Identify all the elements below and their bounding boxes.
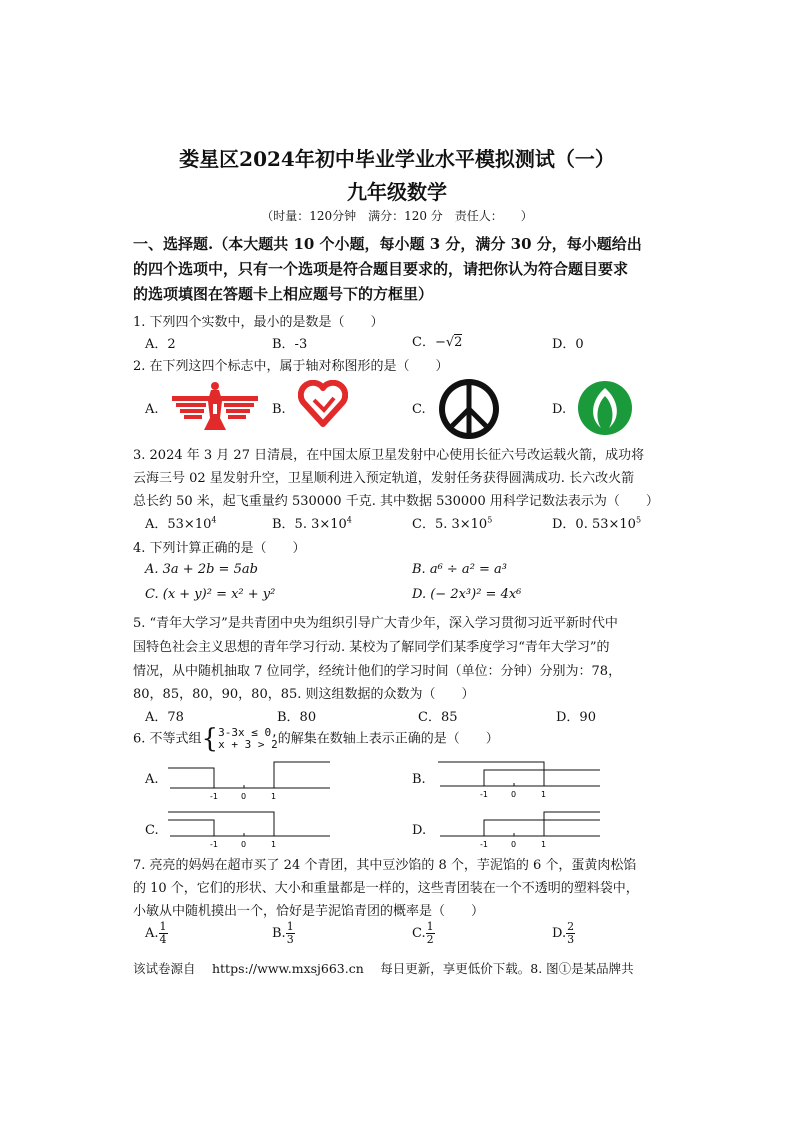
heart-hand-logo-icon <box>298 380 348 428</box>
q1-option-b: B．-3 <box>272 337 308 352</box>
numerator: 1 <box>159 920 167 933</box>
inequality-1: 3-3x ≤ 0, <box>218 726 278 739</box>
tick-label-1: 1 <box>271 792 277 800</box>
q4-option-a: A. 3a + 2b = 5ab <box>145 562 258 577</box>
denominator: 4 <box>159 933 167 946</box>
q6-suffix: 的解集在数轴上表示正确的是（ ） <box>277 731 499 747</box>
numerator: 2 <box>567 920 575 933</box>
q7-line2: 的 10 个，它们的形状、大小和重量都是一样的，这些青团装在一个不透明的塑料袋中， <box>133 881 639 896</box>
section-heading-line2: 的四个选项中，只有一个选项是符合题目要求的，请把你认为符合题目要求 <box>133 260 629 278</box>
q3-option-d-base: D．0. 53×10 <box>552 517 636 532</box>
q2-option-a: A. <box>145 402 159 417</box>
q5-option-a: A．78 <box>145 710 184 725</box>
inequality-system <box>201 724 278 754</box>
tick-label-1: 1 <box>271 840 277 849</box>
number-line-c <box>168 808 333 850</box>
inequality-2-left: x + 3 <box>218 738 252 751</box>
tick-label-0: 0 <box>511 790 517 799</box>
eagle-logo-icon <box>170 380 260 434</box>
q3-option-c <box>412 513 492 532</box>
q7-option-b <box>272 921 295 946</box>
q5-option-b: B．80 <box>277 710 317 725</box>
q7-option-b-label: B. <box>272 926 286 941</box>
q6-option-c: C. <box>145 823 159 838</box>
section-heading-line1: 一、选择题.（本大题共 10 个小题，每小题 3 分，满分 30 分，每小题给出 <box>133 235 642 253</box>
fraction <box>286 921 295 946</box>
q7-option-a <box>145 921 168 946</box>
q7-option-c <box>412 921 435 946</box>
q3-option-d <box>552 513 641 532</box>
q3-line3: 总长约 50 米，起飞重量约 530000 千克. 其中数据 530000 用科学记数法表示为（ ） <box>133 494 659 509</box>
numerator: 1 <box>426 920 434 933</box>
q1-option-c-radicand: 2 <box>454 335 463 350</box>
q3-line1: 3. 2024 年 3 月 27 日清晨，在中国太原卫星发射中心使用长征六号改运载火箭，成功将 <box>133 448 645 463</box>
q4-option-d: D. (− 2x³)² = 4x⁶ <box>412 587 522 602</box>
q3-option-b <box>272 513 352 532</box>
q7-option-d <box>552 921 575 946</box>
q6-prefix: 6. 不等式组 <box>133 731 202 747</box>
q5-line4: 80，85，80，90，80，85. 则这组数据的众数为（ ） <box>133 687 475 702</box>
q7-line3: 小敏从中随机摸出一个，恰好是芋泥馅青团的概率是（ ） <box>133 904 485 919</box>
brace-icon: { <box>201 724 219 754</box>
q1-option-c-prefix: C．− <box>412 335 446 350</box>
q3-option-a-exp: 4 <box>211 515 217 525</box>
tick-label-m1: -1 <box>210 792 218 800</box>
tick-label-m1: -1 <box>480 840 488 849</box>
q6-option-b: B. <box>412 772 426 787</box>
q5-option-c: C．85 <box>418 710 458 725</box>
q4-stem: 4. 下列计算正确的是（ ） <box>133 541 306 556</box>
q7-line1: 7. 亮亮的妈妈在超市买了 24 个青团，其中豆沙馅的 8 个，芋泥馅的 6 个，蛋黄肉松馅 <box>133 858 637 873</box>
tick-label-0: 0 <box>241 840 247 849</box>
denominator: 2 <box>426 933 434 946</box>
number-line-d <box>438 808 603 850</box>
footer-source-text: 该试卷源自 https://www.mxsj663.cn 每日更新，享更低价下载。8. 图①是某品牌共 <box>133 961 634 976</box>
q5-line1: 5. “青年大学习”是共青团中央为组织引导广大青少年，深入学习贯彻习近平新时代中 <box>133 616 618 631</box>
q4-option-c: C. (x + y)² = x² + y² <box>145 587 276 602</box>
q5-option-d: D．90 <box>556 710 596 725</box>
q1-option-a: A．2 <box>145 337 176 352</box>
denominator: 3 <box>567 933 575 946</box>
q3-option-a <box>145 513 216 532</box>
q2-option-b: B. <box>272 402 286 417</box>
page-subtitle: 九年级数学 <box>347 180 447 204</box>
green-leaf-logo-icon <box>577 380 633 436</box>
inequality-2-den: 2 <box>271 738 278 751</box>
q1-option-d: D．0 <box>552 337 584 352</box>
q7-option-a-label: A. <box>145 926 159 941</box>
fraction <box>426 921 435 946</box>
q6-option-d: D. <box>412 823 427 838</box>
numerator: 1 <box>286 920 294 933</box>
page-title: 娄星区2024年初中毕业学业水平模拟测试（一） <box>179 147 615 171</box>
q3-option-d-exp: 5 <box>635 515 642 525</box>
tick-label-0: 0 <box>511 840 517 849</box>
tick-label-1: 1 <box>541 840 547 849</box>
q2-stem: 2. 在下列这四个标志中，属于轴对称图形的是（ ） <box>133 359 449 374</box>
section-heading-line3: 的选项填图在答题卡上相应题号下的方框里） <box>133 285 434 303</box>
tick-label-0: 0 <box>241 792 247 800</box>
q2-option-c: C. <box>412 402 426 417</box>
number-line-b <box>438 758 603 800</box>
q1-stem: 1. 下列四个实数中，最小的是数是（ ） <box>133 315 384 330</box>
q6-stem <box>133 724 499 754</box>
q7-option-d-label: D. <box>552 926 567 941</box>
number-line-a <box>168 760 333 800</box>
q5-line2: 国特色社会主义思想的青年学习行动. 某校为了解同学们某季度学习“青年大学习”的 <box>133 640 610 655</box>
fraction <box>566 921 575 946</box>
q2-option-d: D. <box>552 402 567 417</box>
q3-line2: 云海三号 02 星发射升空，卫星顺利进入预定轨道，发射任务获得圆满成功. 长六改火箭 <box>133 471 635 486</box>
q3-option-c-base: C．5. 3×10 <box>412 517 488 532</box>
denominator: 3 <box>286 933 294 946</box>
q3-option-b-base: B．5. 3×10 <box>272 517 347 532</box>
q1-option-c <box>412 331 462 350</box>
q3-option-c-exp: 5 <box>487 515 493 525</box>
inequality-2 <box>218 739 278 751</box>
q3-option-b-exp: 4 <box>346 515 352 525</box>
q6-option-a: A. <box>145 772 159 787</box>
peace-sign-icon <box>438 378 500 440</box>
exam-meta: （时量：120分钟 满分：120 分 责任人： ） <box>261 209 533 223</box>
q4-option-b: B. a⁶ ÷ a² = a³ <box>412 562 508 577</box>
tick-label-m1: -1 <box>480 790 488 799</box>
fraction <box>159 921 168 946</box>
q3-option-a-base: A．53×10 <box>145 517 212 532</box>
tick-label-m1: -1 <box>210 840 218 849</box>
tick-label-1: 1 <box>541 790 547 799</box>
inequality-2-rel: > <box>257 738 272 751</box>
q7-option-c-label: C. <box>412 926 426 941</box>
q5-line3: 情况，从中随机抽取 7 位同学，经统计他们的学习时间（单位：分钟）分别为：78， <box>133 664 622 679</box>
sqrt-icon: √ <box>445 335 455 350</box>
